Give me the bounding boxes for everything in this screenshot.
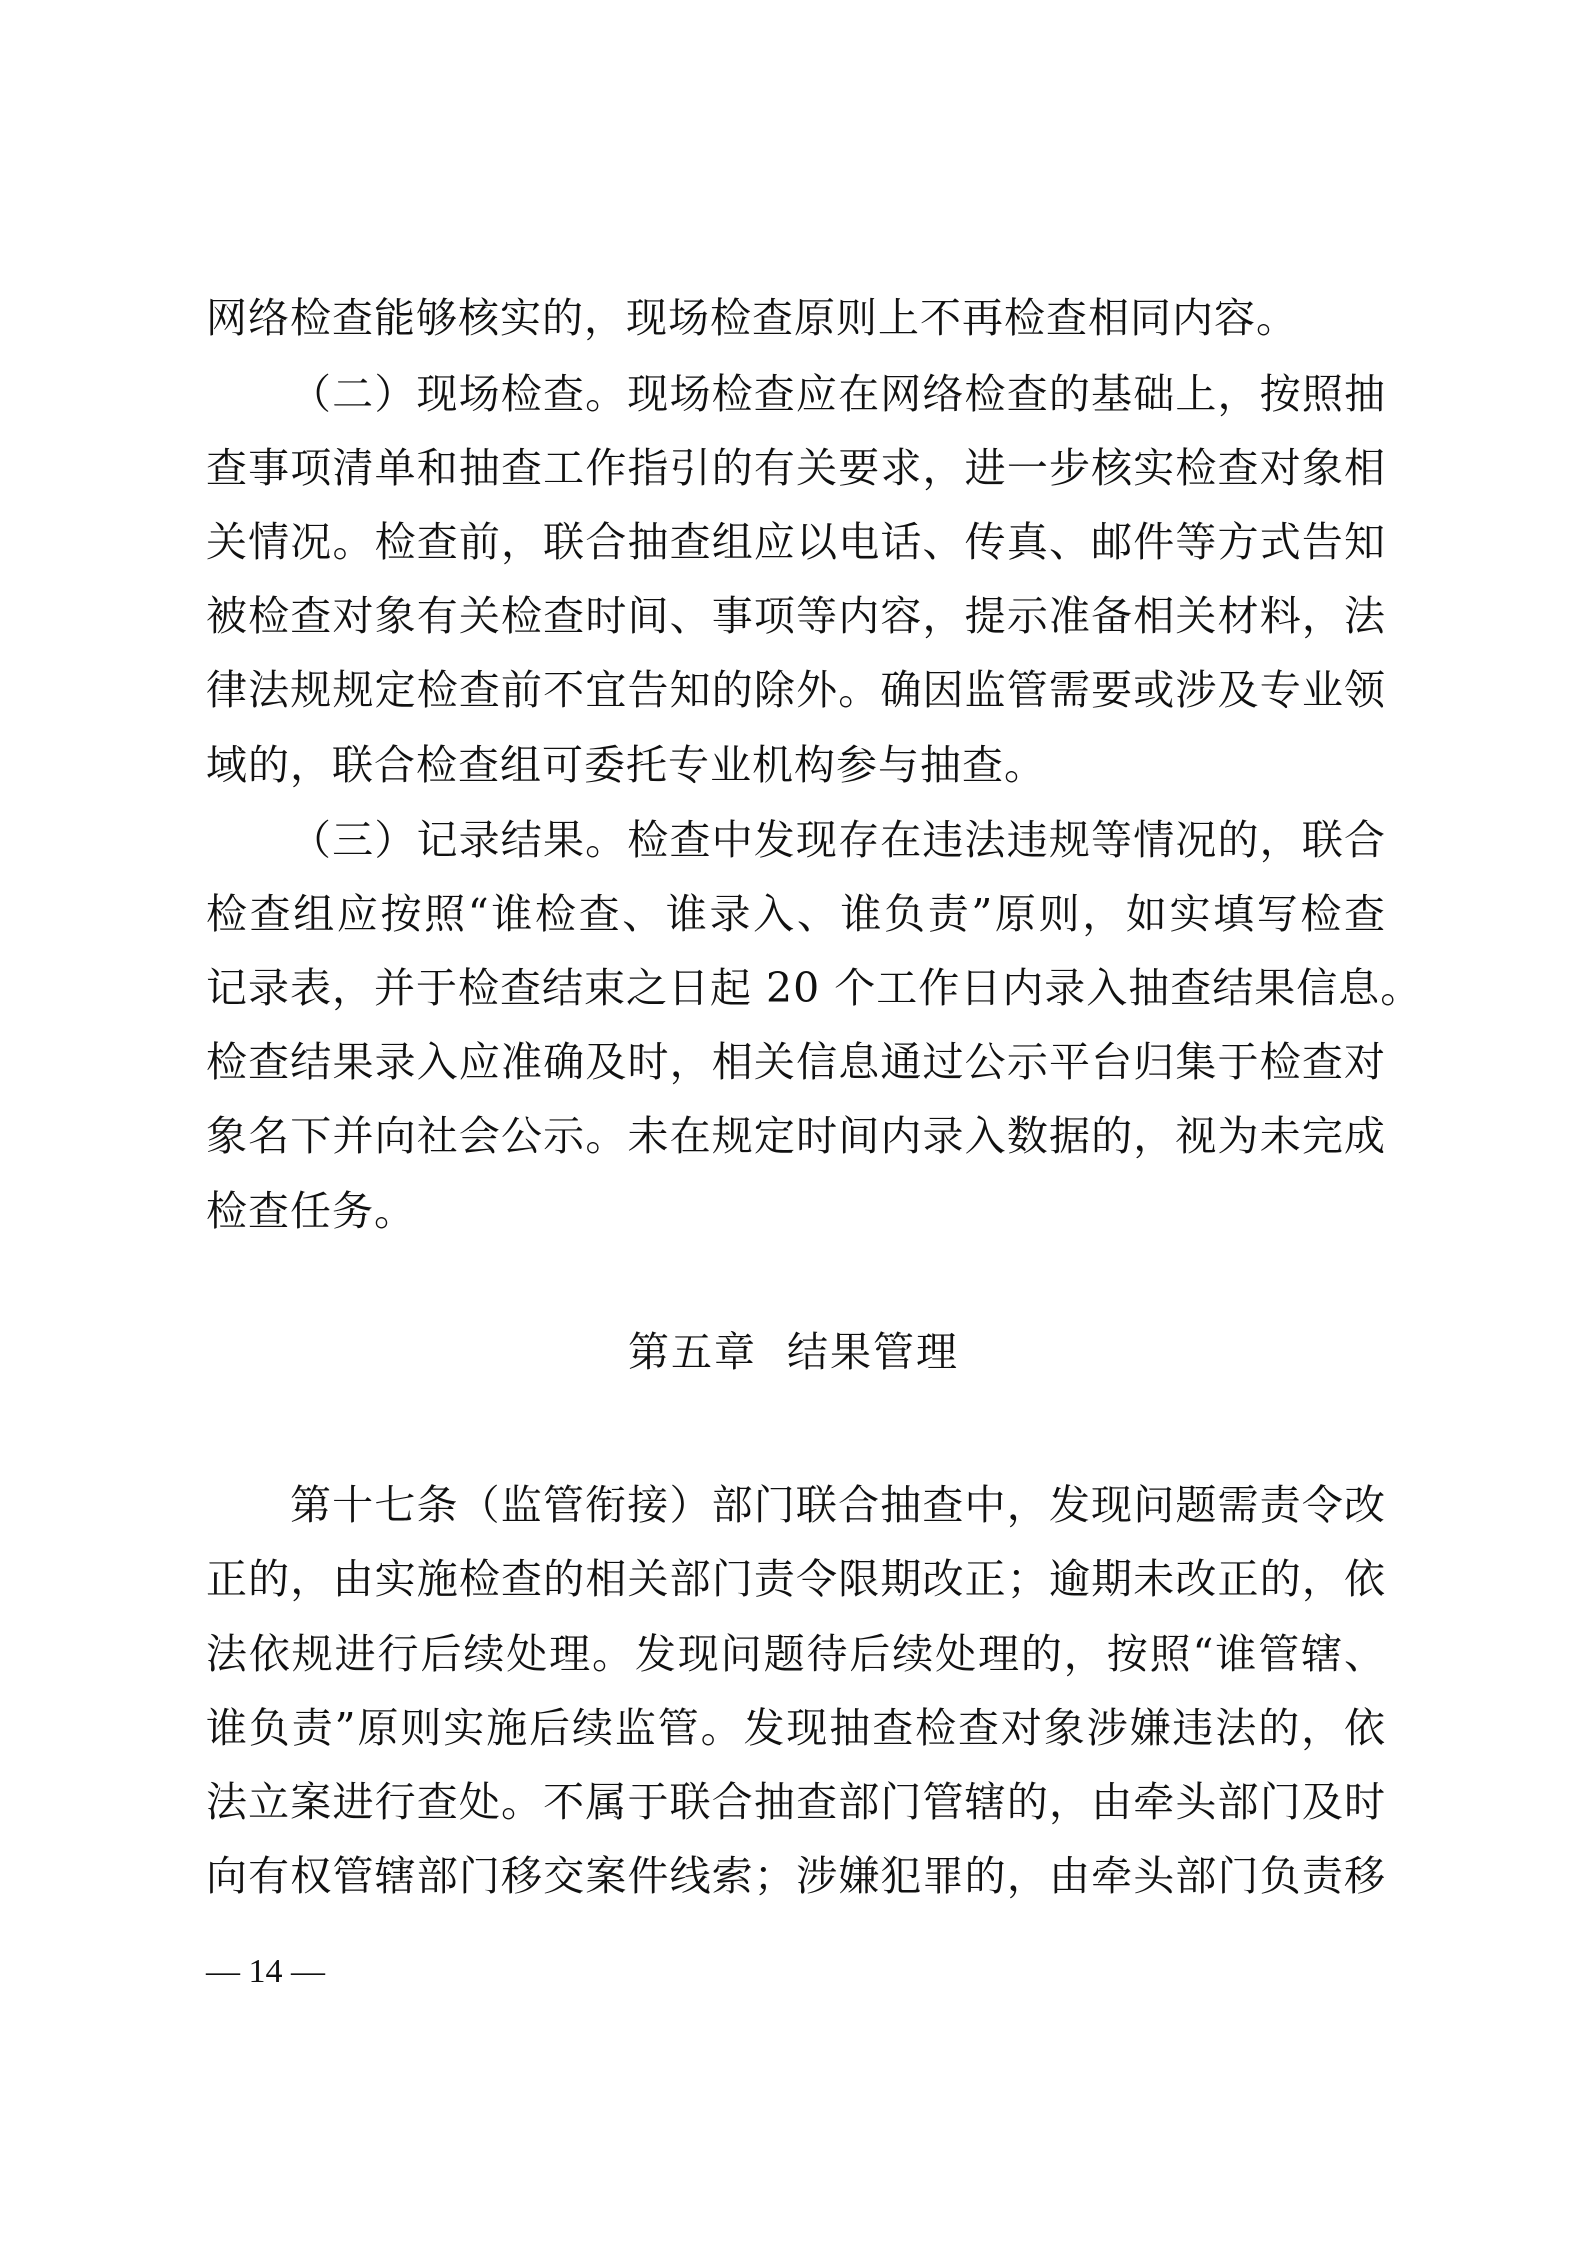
paragraph-line: 象名下并向社会公示。未在规定时间内录入数据的，视为未完成 xyxy=(206,1112,1386,1160)
paragraph-line: 域的，联合检查组可委托专业机构参与抽查。 xyxy=(206,741,1046,789)
paragraph-line: 第十七条（监管衔接）部门联合抽查中，发现问题需责令改 xyxy=(290,1481,1386,1529)
chapter-heading: 第五章 结果管理 xyxy=(627,1328,960,1376)
paragraph-line: 正的，由实施检查的相关部门责令限期改正；逾期未改正的，依 xyxy=(206,1555,1386,1603)
paragraph-line: （三）记录结果。检查中发现存在违法违规等情况的，联合 xyxy=(290,816,1386,864)
paragraph-line: 法依规进行后续处理。发现问题待后续处理的，按照“谁管辖、 xyxy=(206,1630,1386,1678)
paragraph-line: 检查任务。 xyxy=(206,1187,416,1235)
paragraph-line: 关情况。检查前，联合抽查组应以电话、传真、邮件等方式告知 xyxy=(206,518,1386,566)
paragraph-line: 网络检查能够核实的，现场检查原则上不再检查相同内容。 xyxy=(206,294,1298,342)
paragraph-line: 检查结果录入应准确及时，相关信息通过公示平台归集于检查对 xyxy=(206,1038,1386,1086)
paragraph-line: 谁负责”原则实施后续监管。发现抽查检查对象涉嫌违法的，依 xyxy=(206,1704,1386,1752)
paragraph-line: 记录表，并于检查结束之日起 20 个工作日内录入抽查结果信息。 xyxy=(206,964,1423,1012)
paragraph-line: 向有权管辖部门移交案件线索；涉嫌犯罪的，由牵头部门负责移 xyxy=(206,1852,1386,1900)
paragraph-line: 法立案进行查处。不属于联合抽查部门管辖的，由牵头部门及时 xyxy=(206,1778,1386,1826)
paragraph-line: 查事项清单和抽查工作指引的有关要求，进一步核实检查对象相 xyxy=(206,444,1386,492)
paragraph-line: 律法规规定检查前不宜告知的除外。确因监管需要或涉及专业领 xyxy=(206,666,1386,714)
page-number: — 14 — xyxy=(206,1953,325,1990)
paragraph-line: （二）现场检查。现场检查应在网络检查的基础上，按照抽 xyxy=(290,370,1386,418)
paragraph-line: 检查组应按照“谁检查、谁录入、谁负责”原则，如实填写检查 xyxy=(206,890,1386,938)
paragraph-line: 被检查对象有关检查时间、事项等内容，提示准备相关材料，法 xyxy=(206,592,1386,640)
